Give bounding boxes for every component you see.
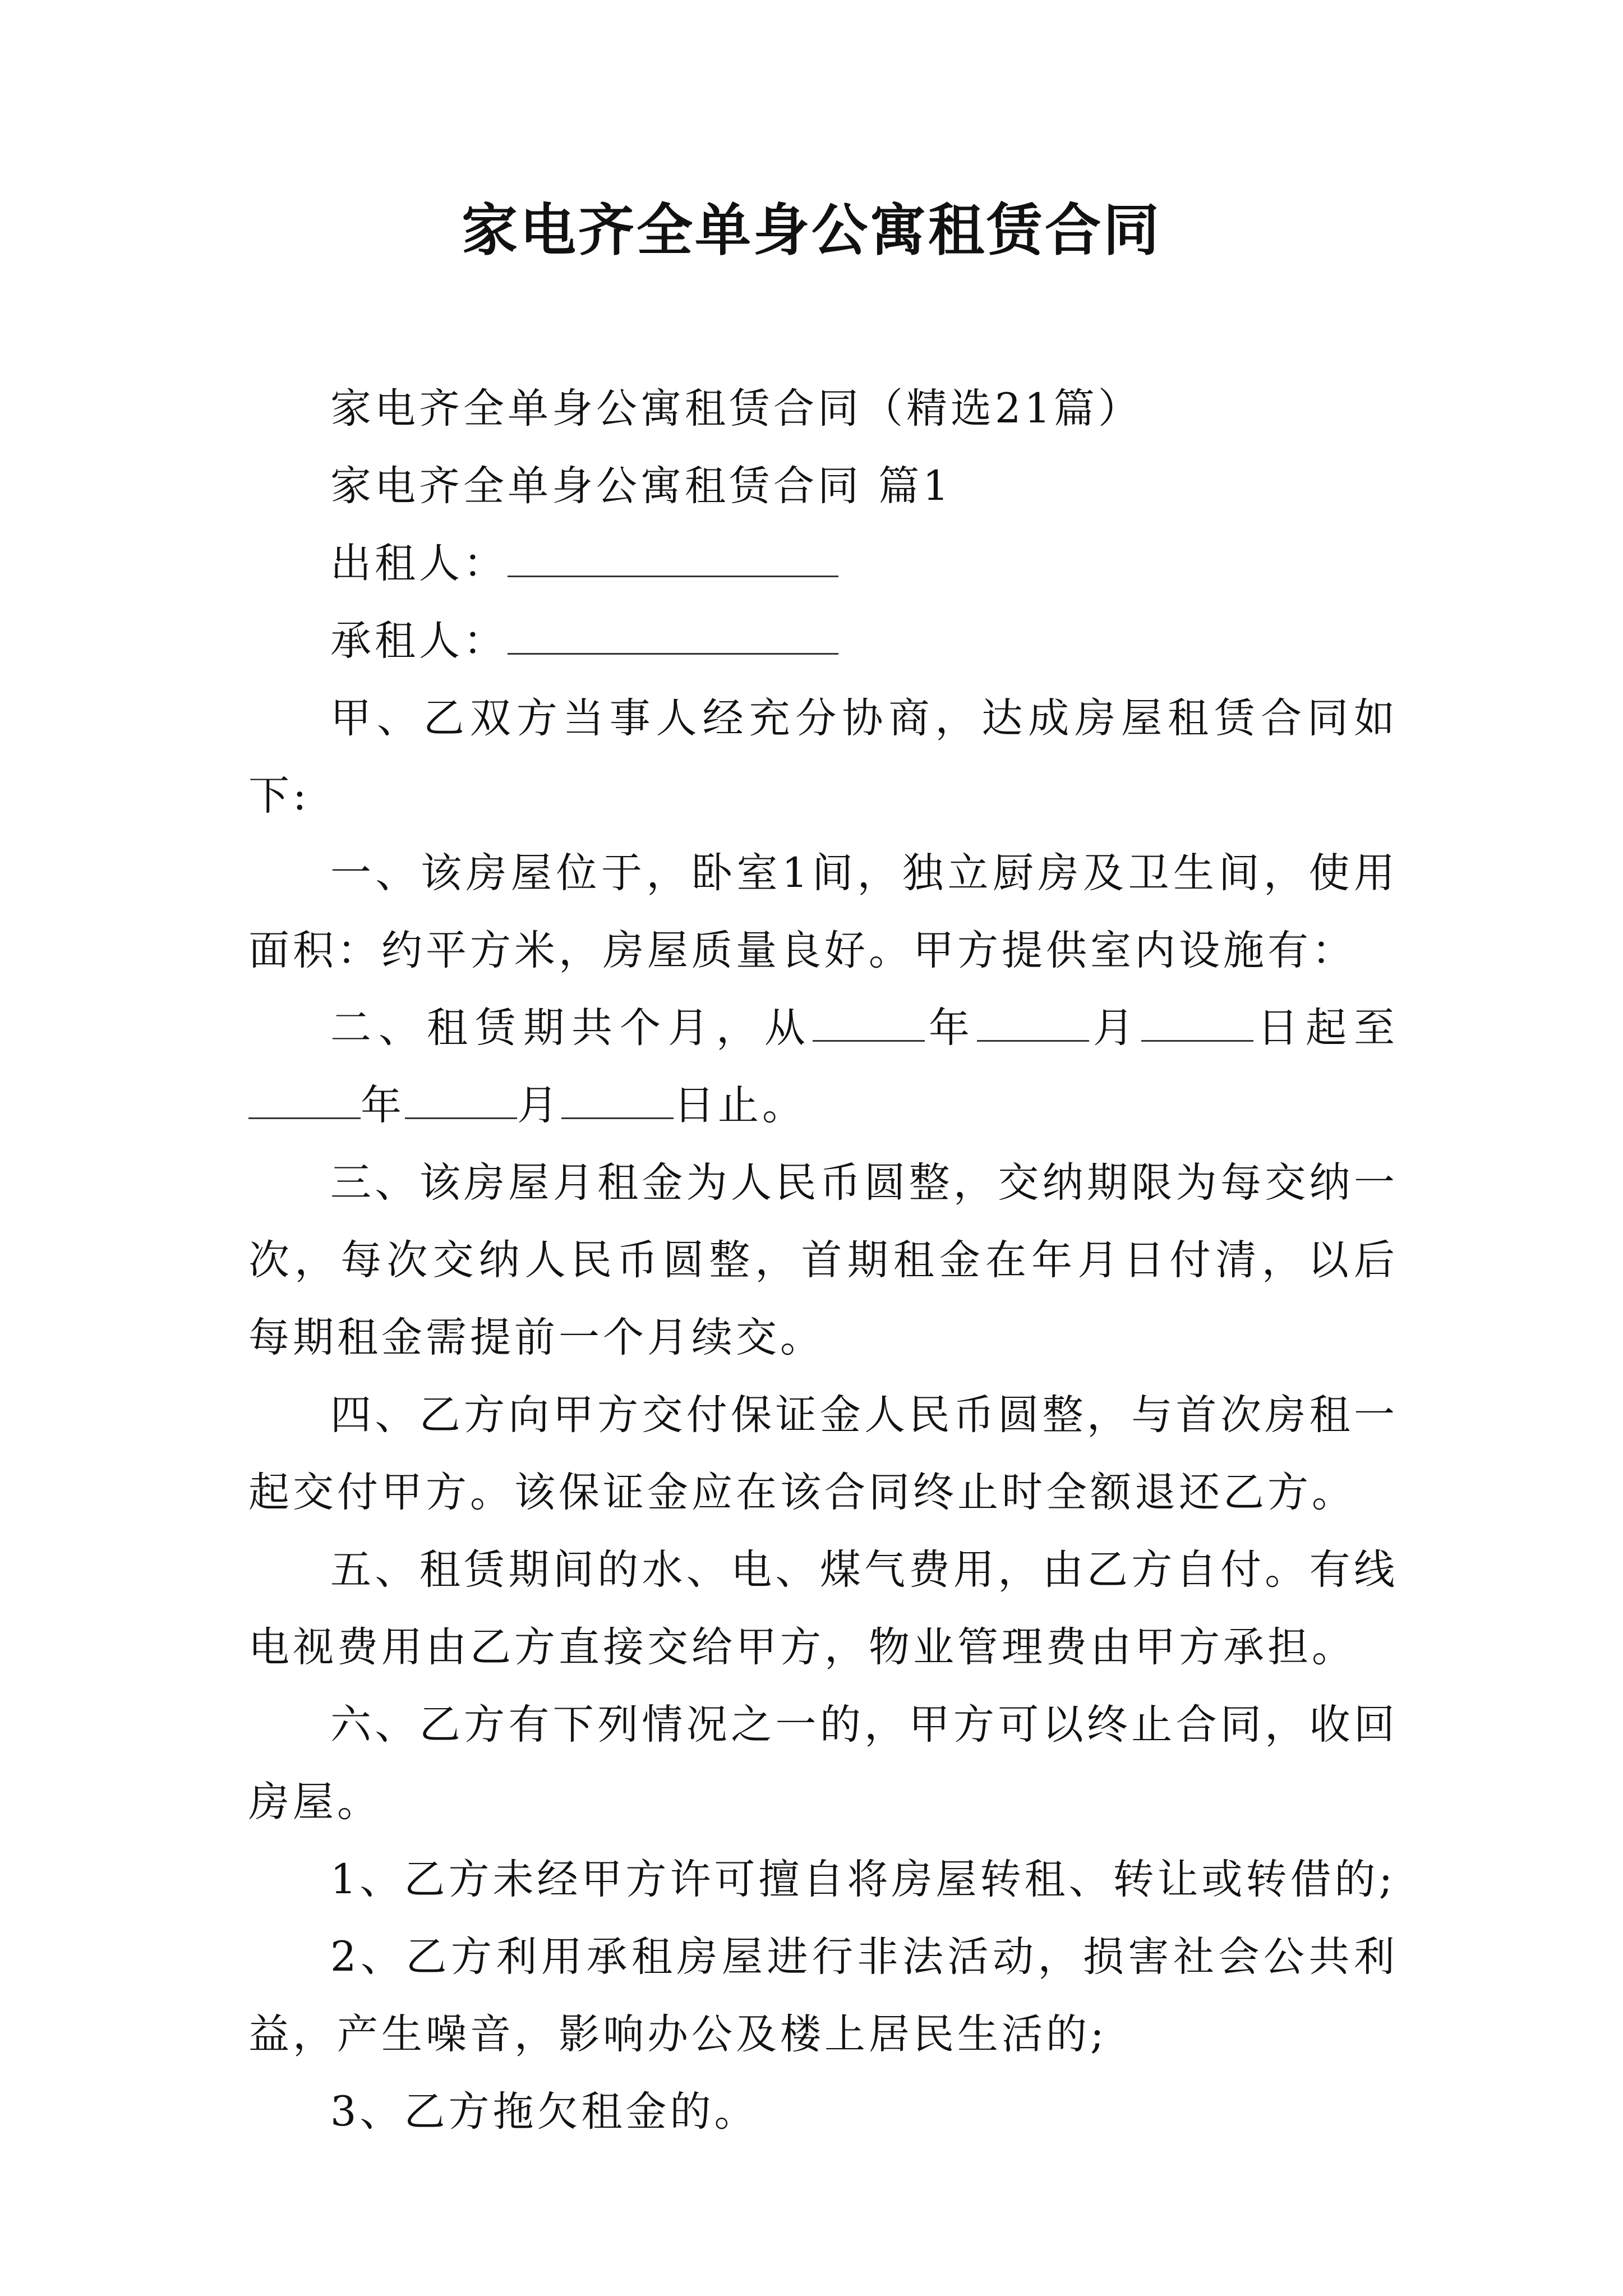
- end-year-blank-lead: [248, 1080, 361, 1119]
- lessor-blank: [508, 539, 838, 577]
- clause-2-month-2: 月: [517, 1082, 561, 1129]
- document-title: 家电齐全单身公寓租赁合同: [462, 197, 1161, 263]
- clause-5: 五、租赁期间的水、电、煤气费用，由乙方自付。有线电视费用由乙方直接交给甲方，物业管理费由甲方承担。: [248, 1546, 1398, 1671]
- start-day-blank: [1141, 1003, 1253, 1042]
- clause-6-item-2: 2、乙方利用承租房屋进行非法活动，损害社会公共利益，产生噪音，影响办公及楼上居民生活的;: [248, 1933, 1398, 2058]
- document-body: [248, 370, 1398, 2151]
- clause-4: 四、乙方向甲方交付保证金人民币圆整，与首次房租一起交付甲方。该保证金应在该合同终止时全额退还乙方。: [248, 1391, 1398, 1516]
- lessee-blank: [508, 616, 838, 655]
- clause-2-year-2: 年: [361, 1082, 405, 1129]
- clause-2-end: 日止。: [674, 1082, 806, 1129]
- lessee-label: 承租人：: [330, 617, 508, 665]
- end-day-blank: [561, 1080, 674, 1119]
- clause-2-year-1: 年: [925, 1004, 977, 1052]
- clause-2: [248, 990, 1398, 1144]
- clause-3: 三、该房屋月租金为人民币圆整，交纳期限为每交纳一次，每次交纳人民币圆整，首期租金在年月日付清，以后每期租金需提前一个月续交。: [248, 1159, 1398, 1361]
- end-month-blank: [405, 1080, 517, 1119]
- intro-paragraph: 甲、乙双方当事人经充分协商，达成房屋租赁合同如下:: [248, 694, 1398, 820]
- lessor-line: [248, 525, 1398, 602]
- lessee-line: [248, 602, 1398, 680]
- start-month-blank: [977, 1003, 1089, 1042]
- start-year-blank: [813, 1003, 925, 1042]
- lessor-label: 出租人：: [330, 540, 508, 587]
- clause-2-start: 二、租赁期共个月，从: [330, 1004, 813, 1052]
- subtitle: 家电齐全单身公寓租赁合同（精选21篇）: [330, 385, 1142, 432]
- section-heading: 家电齐全单身公寓租赁合同 篇1: [330, 462, 952, 510]
- clause-6-item-3: 3、乙方拖欠租金的。: [330, 2088, 759, 2136]
- clause-2-month-1: 月: [1089, 1004, 1141, 1052]
- clause-2-day-1: 日起至: [1253, 1004, 1398, 1052]
- clause-1: 一、该房屋位于，卧室1间，独立厨房及卫生间，使用面积：约平方米，房屋质量良好。甲方提供室内设施有：: [248, 849, 1398, 974]
- clause-6-item-1: 1、乙方未经甲方许可擅自将房屋转租、转让或转借的;: [330, 1856, 1396, 1903]
- clause-6: 六、乙方有下列情况之一的，甲方可以终止合同，收回房屋。: [248, 1701, 1398, 1826]
